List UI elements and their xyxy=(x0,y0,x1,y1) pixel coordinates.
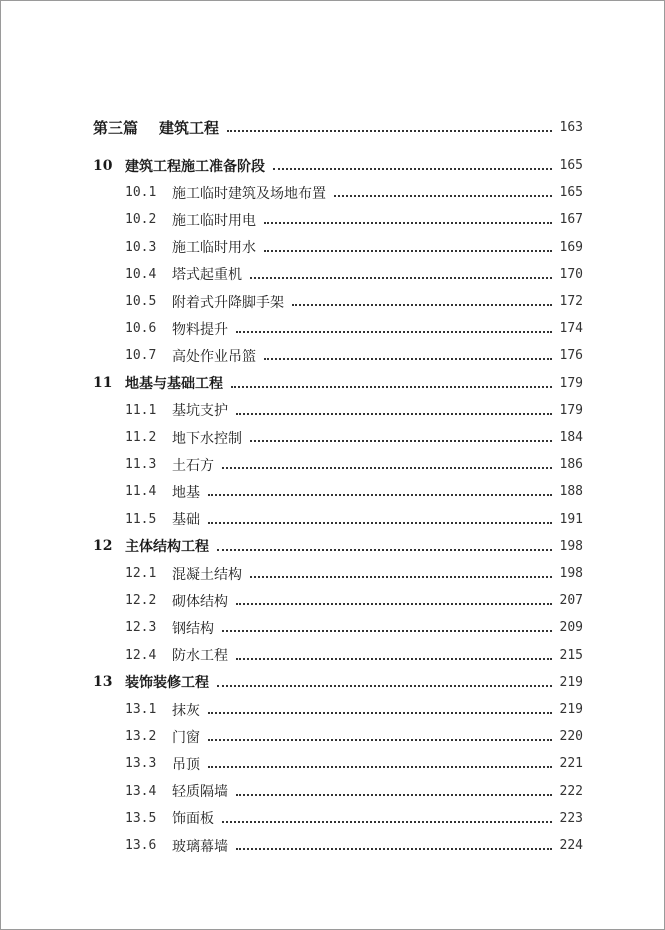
toc-section-entry[interactable] xyxy=(125,424,583,451)
section-number: 13.5 xyxy=(125,810,157,826)
dot-leader xyxy=(208,711,552,714)
section-title: 混凝土结构 xyxy=(172,566,242,583)
section-title: 砌体结构 xyxy=(172,593,228,610)
toc-section-entry[interactable] xyxy=(125,778,583,805)
page-number: 174 xyxy=(559,321,583,337)
toc-section-entry[interactable] xyxy=(125,805,583,832)
dot-leader xyxy=(264,249,552,252)
section-title: 饰面板 xyxy=(172,811,214,828)
section-title: 物料提升 xyxy=(172,321,228,338)
page-number: 167 xyxy=(559,212,583,228)
dot-leader xyxy=(208,521,552,524)
toc-chapter-entry[interactable] xyxy=(93,533,583,560)
page-number: 191 xyxy=(559,511,583,527)
toc-section-entry[interactable] xyxy=(125,288,583,315)
toc-section-entry[interactable] xyxy=(125,206,583,233)
section-title: 钢结构 xyxy=(172,620,214,637)
toc-chapter-entry[interactable] xyxy=(93,669,583,696)
dot-leader xyxy=(292,303,552,306)
section-title: 塔式起重机 xyxy=(172,267,242,284)
section-title: 抹灰 xyxy=(172,702,200,719)
toc-section-entry[interactable] xyxy=(125,560,583,587)
section-title: 地下水控制 xyxy=(172,430,242,447)
page-number: 188 xyxy=(559,484,583,500)
section-title: 施工临时用水 xyxy=(172,240,256,257)
page-number: 163 xyxy=(559,119,583,135)
toc-section-entry[interactable] xyxy=(125,696,583,723)
section-number: 12.2 xyxy=(125,593,157,609)
section-title: 基础 xyxy=(172,512,200,529)
toc-section-entry[interactable] xyxy=(125,506,583,533)
dot-leader xyxy=(236,602,552,605)
page-number: 222 xyxy=(559,783,583,799)
dot-leader xyxy=(208,765,552,768)
chapter-title: 主体结构工程 xyxy=(125,539,209,556)
page-number: 207 xyxy=(559,593,583,609)
section-number: 12.1 xyxy=(125,566,157,581)
dot-leader xyxy=(222,466,552,469)
page-number: 198 xyxy=(559,538,583,554)
dot-leader xyxy=(222,820,552,823)
section-title: 玻璃幕墙 xyxy=(172,838,228,855)
section-number: 10.5 xyxy=(125,294,157,309)
section-number: 13.4 xyxy=(125,783,157,799)
page-number: 221 xyxy=(559,756,583,772)
page-number: 224 xyxy=(559,838,583,853)
section-number: 10.4 xyxy=(125,266,157,282)
toc-part-entry[interactable] xyxy=(93,113,583,141)
chapter-number: 10 xyxy=(93,157,113,174)
part-number: 第三篇 xyxy=(93,118,139,137)
section-title: 附着式升降脚手架 xyxy=(172,294,284,311)
page-number: 184 xyxy=(559,430,583,445)
chapter-title: 装饰装修工程 xyxy=(125,675,209,692)
toc-section-entry[interactable] xyxy=(125,451,583,478)
page-number: 198 xyxy=(559,566,583,581)
section-title: 高处作业吊篮 xyxy=(172,348,256,365)
chapter-number: 13 xyxy=(93,674,113,691)
toc-chapter-entry[interactable] xyxy=(93,370,583,397)
page-number: 179 xyxy=(559,375,583,391)
page-number: 176 xyxy=(559,348,583,364)
toc-section-entry[interactable] xyxy=(125,587,583,614)
toc-section-entry[interactable] xyxy=(125,234,583,261)
dot-leader xyxy=(236,412,552,415)
page-number: 219 xyxy=(559,674,583,690)
section-title: 施工临时用电 xyxy=(172,212,256,229)
part-title: 建筑工程 xyxy=(159,118,220,137)
chapter-number: 12 xyxy=(93,538,113,555)
dot-leader xyxy=(208,493,552,496)
toc-section-entry[interactable] xyxy=(125,179,583,206)
page-number: 220 xyxy=(559,729,583,745)
section-title: 施工临时建筑及场地布置 xyxy=(172,185,326,202)
toc-section-entry[interactable] xyxy=(125,723,583,750)
dot-leader xyxy=(227,129,552,132)
section-title: 基坑支护 xyxy=(172,403,228,420)
chapter-title: 建筑工程施工准备阶段 xyxy=(125,158,265,175)
section-title: 防水工程 xyxy=(172,648,228,665)
section-number: 13.3 xyxy=(125,756,157,772)
toc-section-entry[interactable] xyxy=(125,397,583,424)
chapter-number: 11 xyxy=(93,375,113,392)
section-title: 土石方 xyxy=(172,457,214,474)
toc-section-entry[interactable] xyxy=(125,750,583,777)
dot-leader xyxy=(250,575,552,578)
section-number: 10.3 xyxy=(125,239,157,255)
page-number: 186 xyxy=(559,457,583,473)
toc-section-entry[interactable] xyxy=(125,342,583,369)
dot-leader xyxy=(231,385,552,388)
page-number: 219 xyxy=(559,702,583,717)
section-number: 13.2 xyxy=(125,729,157,745)
dot-leader xyxy=(250,439,552,442)
section-number: 10.1 xyxy=(125,185,157,201)
chapter-title: 地基与基础工程 xyxy=(125,376,223,393)
section-number: 11.1 xyxy=(125,402,157,418)
section-number: 12.4 xyxy=(125,647,157,663)
page-number: 165 xyxy=(559,158,583,173)
dot-leader xyxy=(217,548,552,551)
section-title: 吊顶 xyxy=(172,756,200,773)
dot-leader xyxy=(236,330,552,333)
dot-leader xyxy=(236,657,552,660)
page-number: 169 xyxy=(559,239,583,255)
section-number: 11.5 xyxy=(125,511,157,527)
section-number: 12.3 xyxy=(125,620,157,636)
dot-leader xyxy=(222,629,552,632)
section-number: 10.6 xyxy=(125,321,157,337)
dot-leader xyxy=(264,357,552,360)
section-number: 10.7 xyxy=(125,348,157,364)
section-number: 11.4 xyxy=(125,484,157,500)
toc-section-entry[interactable] xyxy=(125,315,583,342)
page-number: 165 xyxy=(559,185,583,201)
section-number: 11.2 xyxy=(125,430,157,445)
dot-leader xyxy=(236,793,552,796)
section-number: 10.2 xyxy=(125,212,157,228)
dot-leader xyxy=(273,167,552,170)
dot-leader xyxy=(250,276,552,279)
toc-section-entry[interactable] xyxy=(125,478,583,505)
dot-leader xyxy=(264,221,552,224)
section-title: 地基 xyxy=(172,484,200,501)
page-number: 172 xyxy=(559,294,583,309)
toc-section-entry[interactable] xyxy=(125,261,583,288)
section-title: 轻质隔墙 xyxy=(172,784,228,801)
page-number: 215 xyxy=(559,647,583,663)
section-number: 11.3 xyxy=(125,457,157,473)
section-number: 13.6 xyxy=(125,838,157,853)
toc-section-entry[interactable] xyxy=(125,642,583,669)
dot-leader xyxy=(236,847,552,850)
section-number: 13.1 xyxy=(125,702,157,717)
toc-chapter-entry[interactable] xyxy=(93,152,583,179)
page-number: 179 xyxy=(559,402,583,418)
dot-leader xyxy=(208,738,552,741)
page-number: 209 xyxy=(559,620,583,636)
dot-leader xyxy=(334,194,552,197)
toc-section-entry[interactable] xyxy=(125,832,583,859)
toc-section-entry[interactable] xyxy=(125,614,583,641)
dot-leader xyxy=(217,684,552,687)
section-title: 门窗 xyxy=(172,729,200,746)
page-number: 223 xyxy=(559,810,583,826)
page-number: 170 xyxy=(559,266,583,282)
